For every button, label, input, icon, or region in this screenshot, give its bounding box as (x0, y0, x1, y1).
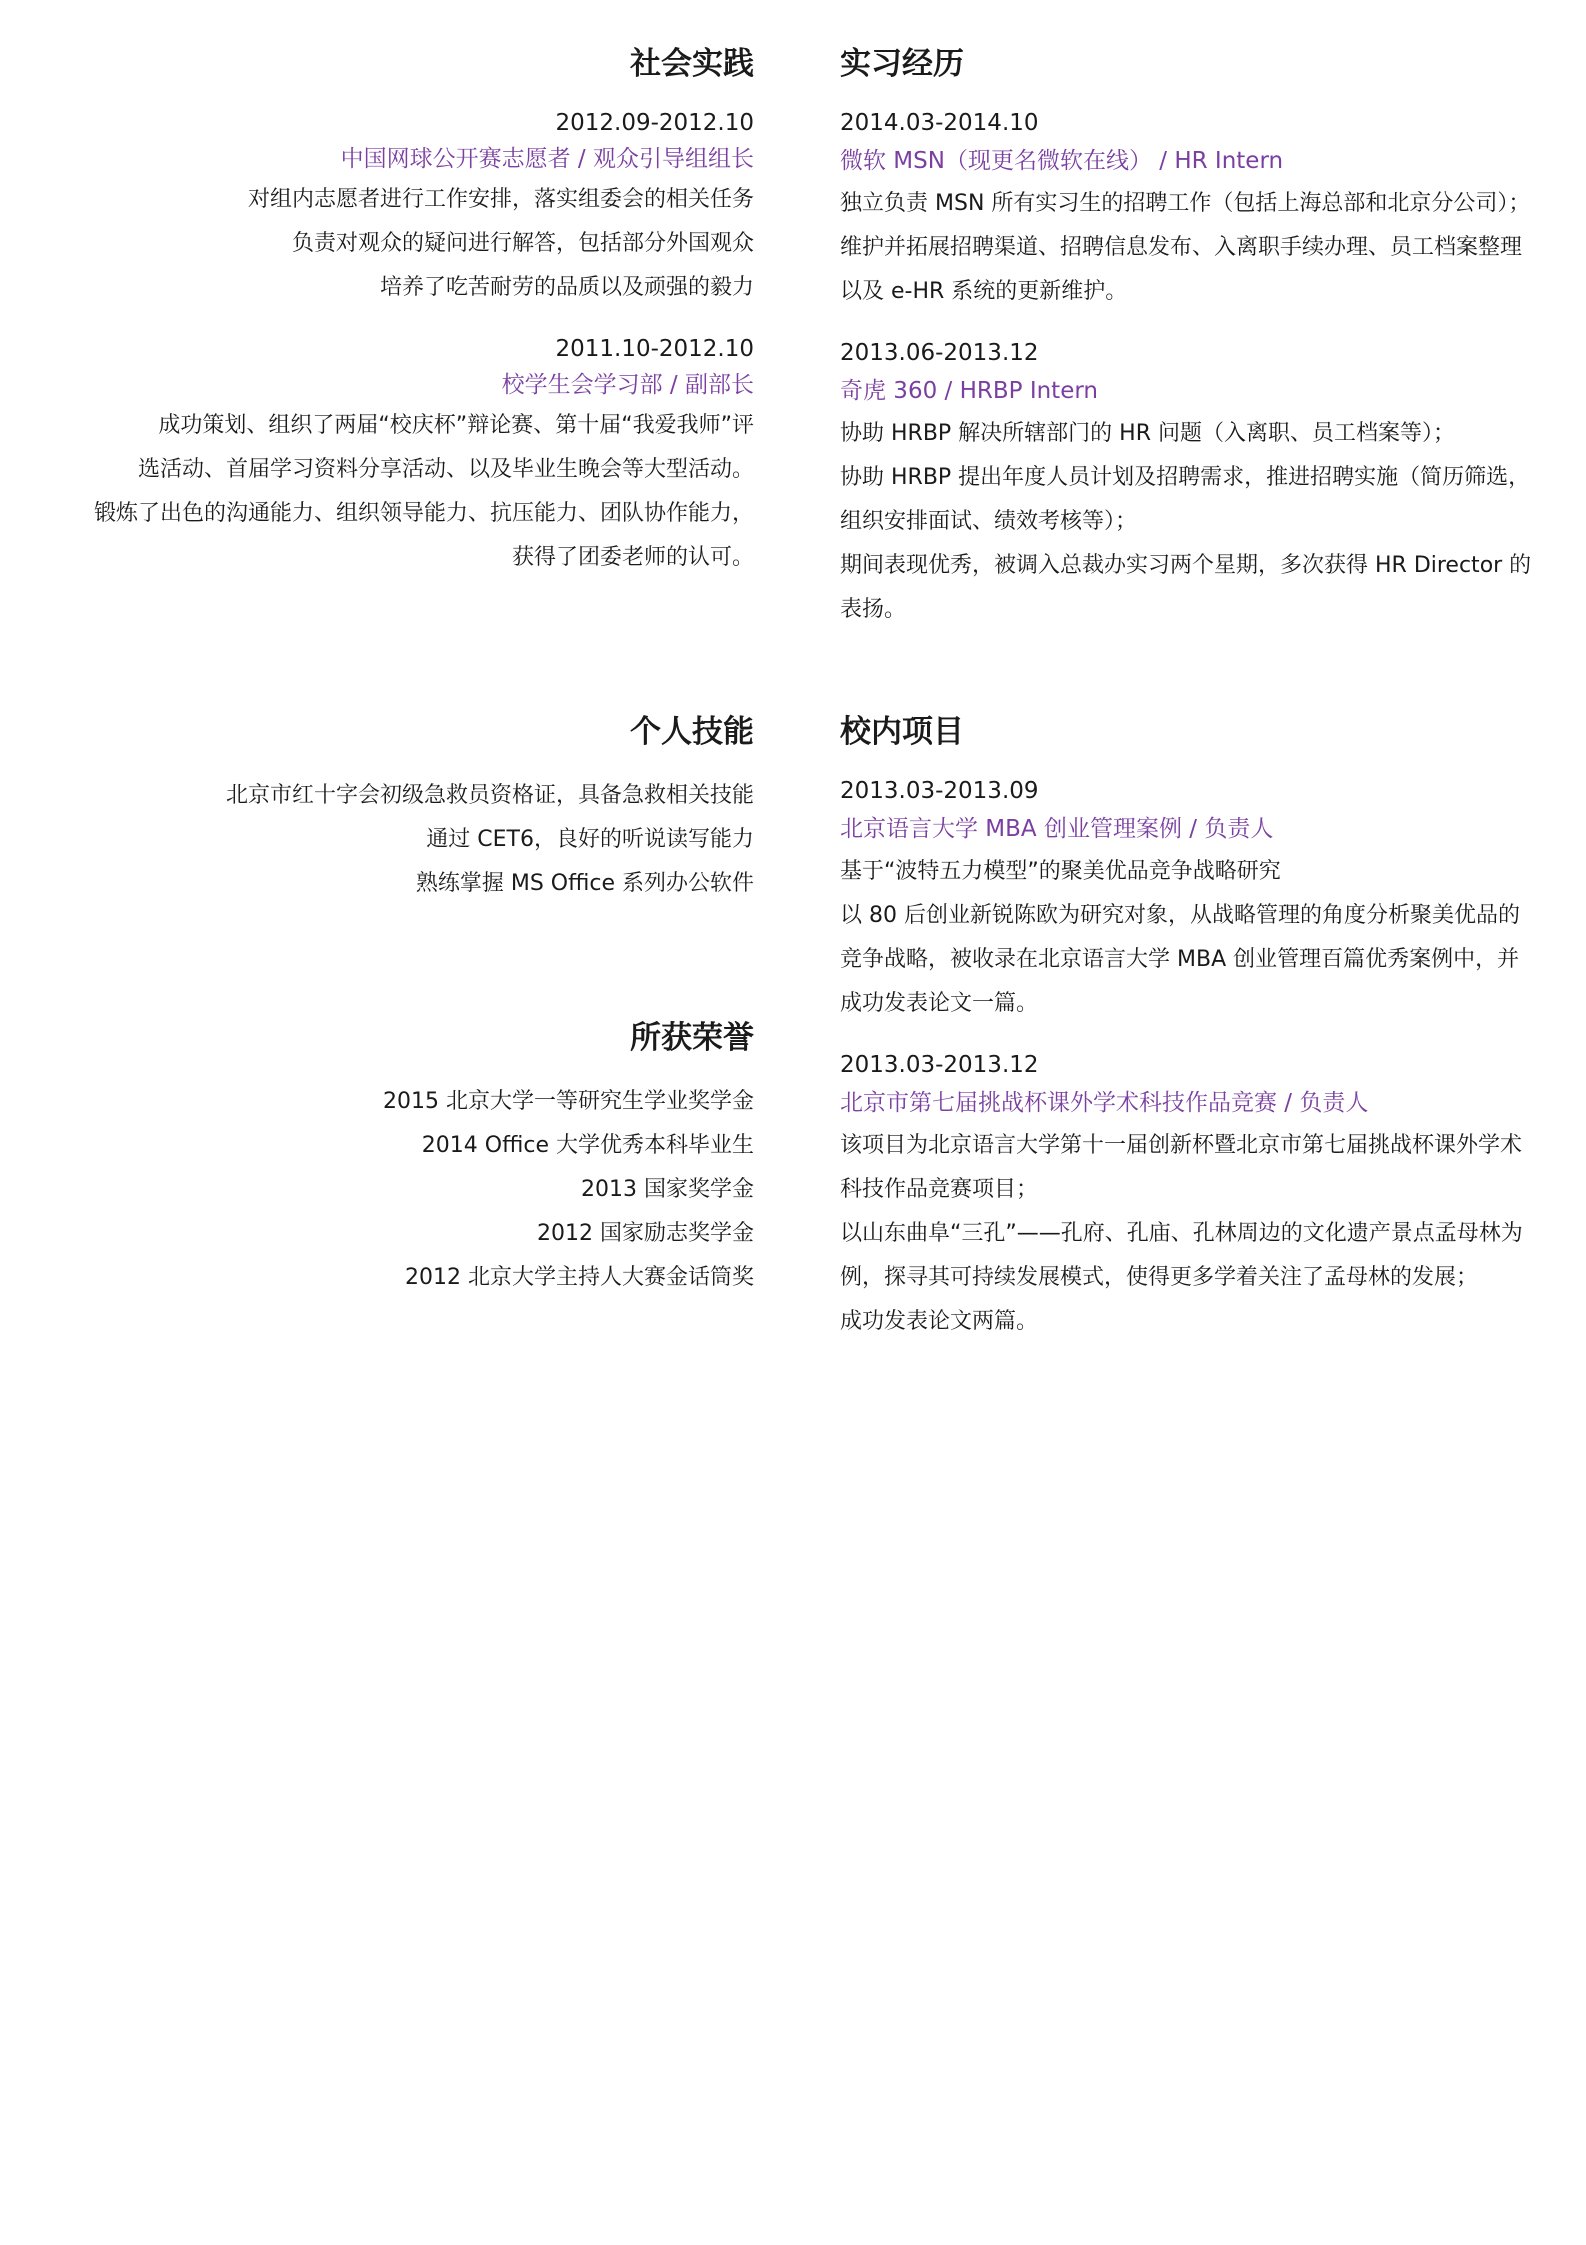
entry-date: 2013.03-2013.09 (840, 778, 1039, 804)
projects-section (840, 712, 1540, 1366)
entry-line: 培养了吃苦耐劳的品质以及顽强的毅力 (379, 275, 754, 300)
entry-paragraph: 该项目为北京语言大学第十一届创新杯暨北京市第七届挑战杯课外学术科技作品竞赛项目； (840, 1133, 1523, 1202)
section-heading: 个人技能 (630, 714, 754, 750)
entry-paragraph: 成功发表论文两篇。 (840, 1309, 1039, 1334)
entry-line: 获得了团委老师的认可。 (511, 545, 754, 570)
entry-date: 2011.10-2012.10 (555, 336, 754, 362)
entry-title: 奇虎 360 / HRBP Intern (840, 378, 1098, 404)
section-heading: 所获荣誉 (630, 1020, 754, 1056)
experience-entry (840, 336, 1540, 632)
section-heading: 社会实践 (630, 46, 754, 82)
entry-title: 微软 MSN（现更名微软在线） / HR Intern (840, 148, 1284, 174)
entry-paragraph: 协助 HRBP 解决所辖部门的 HR 问题（入离职、员工档案等）； (840, 421, 1455, 446)
entry-date: 2014.03-2014.10 (840, 110, 1039, 136)
entry-paragraph: 协助 HRBP 提出年度人员计划及招聘需求，推进招聘实施（简历筛选，组织安排面试、绩效考核等）； (840, 465, 1531, 534)
skills-section (0, 712, 754, 906)
entry-line: 对组内志愿者进行工作安排，落实组委会的相关任务 (247, 187, 754, 212)
experience-entry (840, 106, 1540, 314)
entry-paragraph: 独立负责 MSN 所有实习生的招聘工作（包括上海总部和北京分公司）；维护并拓展招聘渠道、招聘信息发布、入离职手续办理、员工档案整理以及 e-HR 系统的更新维护。 (840, 191, 1531, 304)
honor-line: 2012 国家励志奖学金 (537, 1221, 754, 1246)
project-entry (840, 1048, 1540, 1344)
entry-paragraph: 以山东曲阜“三孔”——孔府、孔庙、孔林周边的文化遗产景点孟母林为例，探寻其可持续发展模式，使得更多学着关注了孟母林的发展； (840, 1221, 1523, 1290)
entry-line: 锻炼了出色的沟通能力、组织领导能力、抗压能力、团队协作能力， (93, 501, 754, 526)
entry-line: 成功策划、组织了两届“校庆杯”辩论赛、第十届“我爱我师”评 (158, 413, 754, 438)
entry-date: 2013.06-2013.12 (840, 340, 1039, 366)
skill-line: 熟练掌握 MS Office 系列办公软件 (415, 871, 754, 896)
project-entry (840, 774, 1540, 1026)
entry-paragraph: 基于“波特五力模型”的聚美优品竞争战略研究 (840, 859, 1281, 884)
honor-line: 2014 Office 大学优秀本科毕业生 (421, 1133, 754, 1158)
skill-line: 北京市红十字会初级急救员资格证，具备急救相关技能 (225, 783, 754, 808)
entry-date: 2013.03-2013.12 (840, 1052, 1039, 1078)
social-practice-section (0, 44, 754, 602)
honor-line: 2012 北京大学主持人大赛金话筒奖 (405, 1265, 754, 1290)
entry-title: 北京语言大学 MBA 创业管理案例 / 负责人 (840, 816, 1274, 842)
section-heading: 实习经历 (840, 46, 964, 82)
entry-title: 北京市第七届挑战杯课外学术科技作品竞赛 / 负责人 (840, 1090, 1369, 1116)
entry-paragraph: 以 80 后创业新锐陈欧为研究对象，从战略管理的角度分析聚美优品的竞争战略，被收录在北京语言大学 MBA 创业管理百篇优秀案例中，并成功发表论文一篇。 (840, 903, 1520, 1016)
experience-entry (0, 332, 754, 580)
entry-paragraph: 期间表现优秀，被调入总裁办实习两个星期，多次获得 HR Director 的表扬。 (840, 553, 1532, 622)
experience-entry (0, 106, 754, 310)
internship-section (840, 44, 1540, 654)
honors-section (0, 1018, 754, 1300)
entry-line: 选活动、首届学习资料分享活动、以及毕业生晚会等大型活动。 (137, 457, 754, 482)
entry-title: 校学生会学习部 / 副部长 (501, 372, 754, 398)
honor-line: 2013 国家奖学金 (581, 1177, 754, 1202)
entry-line: 负责对观众的疑问进行解答，包括部分外国观众 (291, 231, 754, 256)
section-heading: 校内项目 (840, 714, 964, 750)
entry-date: 2012.09-2012.10 (555, 110, 754, 136)
entry-title: 中国网球公开赛志愿者 / 观众引导组组长 (340, 146, 754, 172)
skill-line: 通过 CET6，良好的听说读写能力 (426, 827, 754, 852)
honor-line: 2015 北京大学一等研究生学业奖学金 (383, 1089, 754, 1114)
